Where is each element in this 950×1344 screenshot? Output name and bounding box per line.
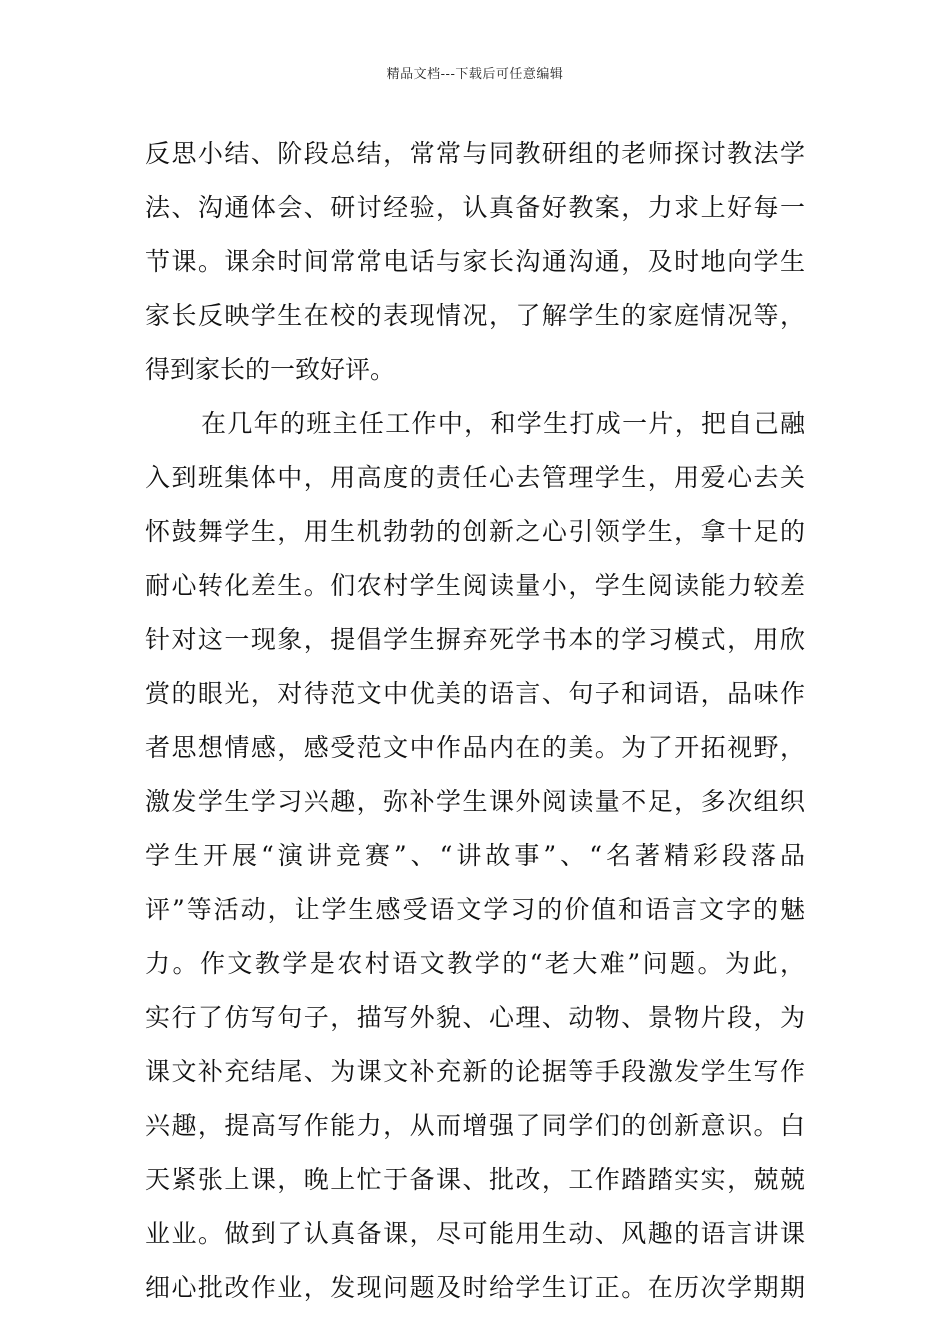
text-line: 实行了仿写句子，描写外貌、心理、动物、景物片段，为 [145,1003,805,1032]
text-line: 怀鼓舞学生，用生机勃勃的创新之心引领学生，拿十足的 [145,517,805,546]
text-line: 细心批改作业，发现问题及时给学生订正。在历次学期期 [145,1273,805,1302]
text-line: 在几年的班主任工作中，和学生打成一片，把自己融 [201,409,805,438]
text-line: 反思小结、阶段总结，常常与同教研组的老师探讨教法学 [145,139,805,168]
text-line: 法、沟通体会、研讨经验，认真备好教案，力求上好每一 [145,193,805,222]
text-line: 节课。课余时间常常电话与家长沟通沟通，及时地向学生 [145,247,805,276]
text-line: 兴趣，提高写作能力，从而增强了同学们的创新意识。白 [145,1111,805,1140]
text-line: 力。作文教学是农村语文教学的“老大难”问题。为此， [145,949,805,978]
text-line: 得到家长的一致好评。 [145,355,396,384]
text-line: 耐心转化差生。们农村学生阅读量小，学生阅读能力较差 [145,571,805,600]
text-line: 天紧张上课，晚上忙于备课、批改，工作踏踏实实，兢兢 [145,1165,805,1194]
page-header: 精品文档---下载后可任意编辑 [386,67,564,82]
text-line: 学生开展“演讲竞赛”、“讲故事”、“名著精彩段落品 [145,841,805,870]
text-line: 课文补充结尾、为课文补充新的论据等手段激发学生写作 [145,1057,805,1086]
paragraph-1 [145,127,805,397]
document-body [145,127,805,1315]
text-line: 激发学生学习兴趣，弥补学生课外阅读量不足，多次组织 [145,787,805,816]
text-line: 针对这一现象，提倡学生摒弃死学书本的学习模式，用欣 [145,625,805,654]
text-line: 赏的眼光，对待范文中优美的语言、句子和词语，品味作 [145,679,805,708]
text-line: 业业。做到了认真备课，尽可能用生动、风趣的语言讲课 [145,1219,805,1248]
text-line: 评”等活动，让学生感受语文学习的价值和语言文字的魅 [145,895,805,924]
text-line: 者思想情感，感受范文中作品内在的美。为了开拓视野， [145,733,805,762]
paragraph-2 [145,397,805,1315]
text-line: 入到班集体中，用高度的责任心去管理学生，用爱心去关 [145,463,805,492]
text-line: 家长反映学生在校的表现情况，了解学生的家庭情况等， [145,301,805,330]
